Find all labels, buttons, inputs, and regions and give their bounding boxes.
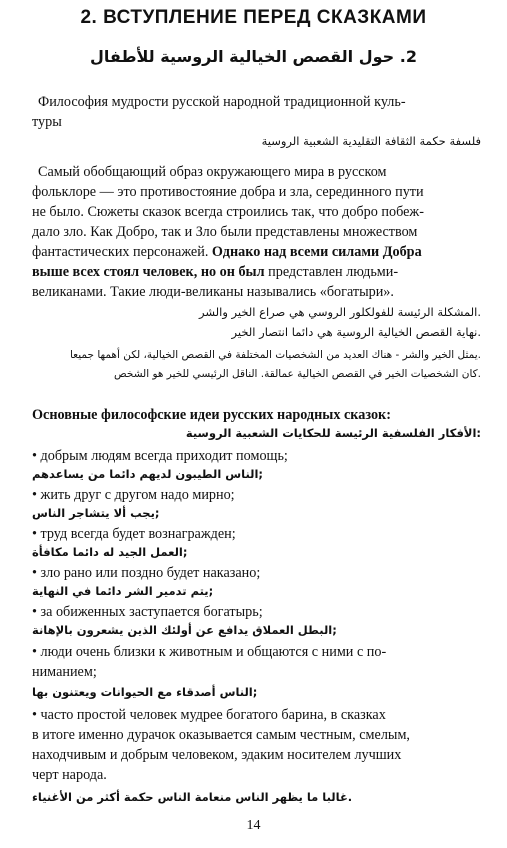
- text-segment: фантастических персонажей.: [32, 244, 209, 260]
- section-heading: Основные философские идеи русских народных сказок:: [32, 407, 391, 423]
- text-line: дало зло. Как Добро, так и Зло были представлены множеством: [32, 224, 418, 240]
- text-line: великанами. Такие люди-великаны назывались «богатыри».: [32, 284, 394, 300]
- arabic-translation: ;الناس أصدقاء مع الحيوانات ويعتنون بها: [32, 685, 258, 699]
- arabic-translation: :الأفكار الفلسفية الرئيسة للحكايات الشعبية الروسية: [185, 426, 481, 440]
- text-line: туры: [32, 114, 62, 130]
- list-item: • добрым людям всегда приходит помощь;: [32, 448, 288, 464]
- text-line: черт народа.: [32, 767, 107, 783]
- bold-text: Однако над всеми силами Добра: [211, 244, 422, 260]
- list-item: • труд всегда будет вознагражден;: [32, 526, 236, 542]
- paragraph-philosophy: [32, 92, 490, 132]
- text-line: находчивым и добрым человеком, эдаким носителем лучших: [32, 747, 402, 763]
- text-line: в итоге именно дурачок оказывается самым честным, смелым,: [32, 727, 410, 743]
- bold-text: выше всех стоял человек, но он был: [32, 264, 265, 280]
- text-line: Философия мудрости русской народной традиционной куль-: [38, 94, 406, 110]
- text-line: фольклоре — это противостояние добра и зла, серединного пути: [32, 184, 424, 200]
- text-line: [32, 242, 490, 262]
- arabic-translation: .نهاية القصص الخيالية الروسية هي دائما انتصار الخير: [231, 325, 481, 339]
- text-line: не было. Сюжеты сказок всегда строились так, что добро побеж-: [32, 204, 424, 220]
- paragraph-folklore: [32, 162, 490, 302]
- list-item: [32, 642, 490, 682]
- arabic-translation: ;الناس الطيبون لديهم دائما من يساعدهم: [32, 467, 264, 481]
- text-line: • люди очень близки к животным и общаются с ними с по-: [32, 644, 387, 660]
- arabic-translation: ;يجب ألا يتشاجر الناس: [32, 506, 160, 520]
- list-item: • зло рано или поздно будет наказано;: [32, 565, 261, 581]
- list-item: • за обиженных заступается богатырь;: [32, 604, 263, 620]
- arabic-translation: .المشكلة الرئيسة للفولكلور الروسي هي صراع الخير والشر: [199, 305, 481, 319]
- text-line: [32, 262, 490, 282]
- arabic-translation: ;البطل العملاق يدافع عن أولئك الذين يشعرون بالإهانة: [32, 623, 337, 637]
- text-line: ниманием;: [32, 664, 97, 680]
- list-item: [32, 705, 490, 785]
- arabic-translation: ;يتم تدمير الشر دائما في النهاية: [32, 584, 214, 598]
- page-number: 14: [246, 818, 261, 833]
- text-line: Самый обобщающий образ окружающего мира в русском: [38, 164, 387, 180]
- arabic-translation: فلسفة حكمة الثقافة التقليدية الشعبية الروسية: [261, 134, 481, 148]
- text-segment: представлен людьми-: [268, 264, 399, 280]
- arabic-translation: ;العمل الجيد له دائما مكافأة: [32, 545, 188, 559]
- list-item: • жить друг с другом надо мирно;: [32, 487, 235, 503]
- page-title: 2. ВСТУПЛЕНИЕ ПЕРЕД СКАЗКАМИ: [80, 7, 427, 28]
- arabic-translation: .غالبا ما يظهر الناس منعامة الناس حكمة أكثر من الأغنياء: [32, 790, 353, 804]
- arabic-translation: .يمثل الخير والشر - هناك العديد من الشخصيات المختلفة في القصص الخيالية، لكن أهمها جميعا: [69, 349, 481, 361]
- arabic-translation: .كان الشخصيات الخير في القصص الخيالية عمالقة. الناقل الرئيسي للخير هو الشخص: [114, 368, 481, 380]
- arabic-title: 2. حول القصص الخيالية الروسية للأطفال: [90, 47, 417, 66]
- text-line: • часто простой человек мудрее богатого барина, в сказках: [32, 707, 386, 723]
